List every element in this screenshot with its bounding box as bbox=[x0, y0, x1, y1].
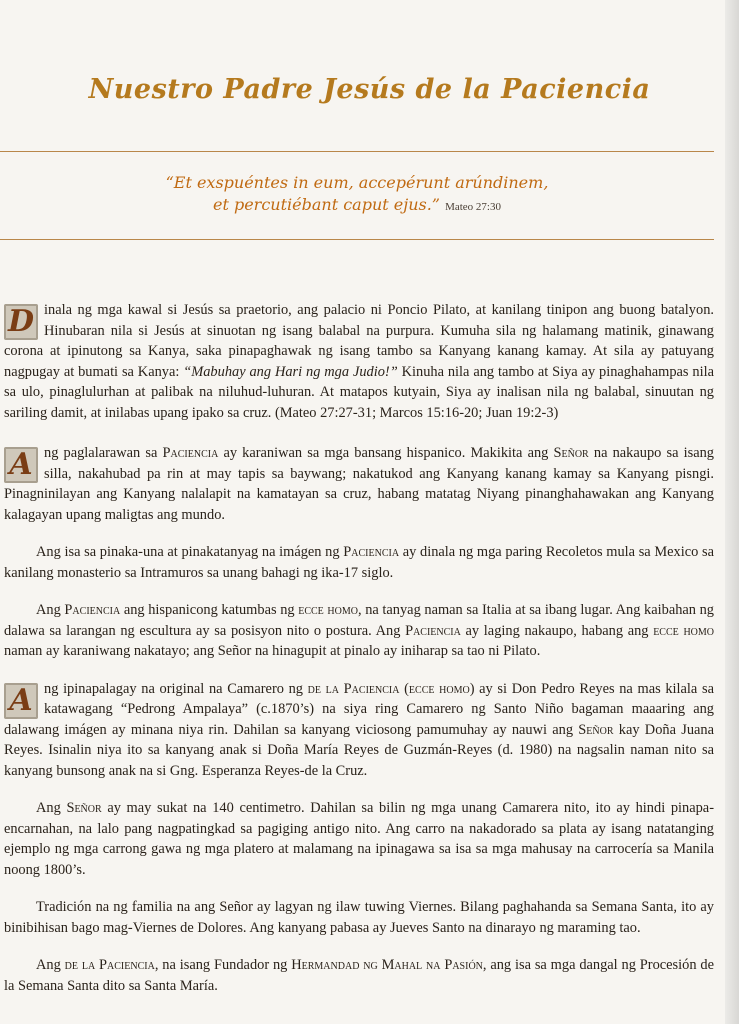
paragraph-4-part: ay laging nakaupo, habang ang bbox=[460, 622, 654, 639]
paragraph-3-part: ay dinala ng mga paring Recoletos mula sa Mexico sa kanilang monasterio sa Intramuros sa unang bahagi ng ika-17 siglo. bbox=[4, 544, 715, 581]
paragraph-6 bbox=[4, 798, 714, 880]
top-divider bbox=[0, 151, 714, 152]
dropcap-d: D bbox=[4, 304, 38, 340]
paragraph-4-smallcaps: Paciencia bbox=[64, 602, 121, 618]
paragraph-4-part: naman ay karaniwang nakatayo; ang Señor na hinagupit at pinalo ay iniharap sa tao ni Pilato. bbox=[4, 643, 541, 659]
paragraph-4-part: , na tanyag naman sa Italia at sa ibang lugar. Ang kaibahan ng dalawa sa larangan ng escultura ay sa posisyon nito o postura. Ang bbox=[4, 602, 714, 639]
paragraph-2-part: ng paglalarawan sa bbox=[44, 445, 163, 461]
page-title: Nuestro Padre Jesús de la Paciencia bbox=[88, 74, 651, 105]
paragraph-2-part: na nakaupo sa isang silla, nakahubad pa rin at may tapis sa baywang; nakatukod ang Kanyang kanang kamay sa Kanyang pisngi. Pinagninilayan ang Kanyang nalalapit na kamatayan sa cruz, habang matatag Niyang pinanghahawakan ang Kanyang kalagayan upang maligtas ang mundo. bbox=[4, 445, 715, 523]
paragraph-5-part: ng ipinapalagay na original na Camarero ng bbox=[44, 680, 308, 697]
paragraph-4 bbox=[4, 600, 714, 662]
epigraph-line-2-text: et percutiébant caput ejus.” bbox=[212, 195, 440, 214]
paragraph-8 bbox=[4, 955, 714, 996]
paragraph-7-text: Tradición na ng familia na ang Señor ay lagyan ng ilaw tuwing Viernes. Bilang paghahanda sa Semana Santa, ito ay binibihisan bago mag-Viernes de Dolores. Ang kanyang pabasa ay Jueves Santo na dinarayo ng maraming tao. bbox=[4, 899, 714, 936]
paragraph-8-part: , na isang Fundador ng bbox=[154, 957, 292, 973]
paragraph-1 bbox=[4, 300, 714, 423]
paragraph-1-text-after: Kinuha nila ang tambo at Siya ay pinaghahampas nila sa ulo, pinaglulurhan at palibak na niluhud-luhuran. At matapos kutyain, Siya ay inalisan nila ng balabal, sinuutan ng sariling damit, at inilabas upang ipako sa cruz. (Mateo 27:27-31; Marcos 15:16-20; Juan 19:2-3) bbox=[4, 363, 714, 421]
page-edge-shadow bbox=[725, 0, 739, 1024]
paragraph-3 bbox=[4, 542, 714, 583]
bottom-divider bbox=[0, 239, 714, 240]
paragraph-4-smallcaps: ecce homo bbox=[298, 602, 358, 618]
paragraph-5-part: kay Doña Juana Reyes. Isinalin niya ito sa kanyang anak si Doña María Reyes de Guzmán-Reyes (d. 1980) na nagsalin naman nito sa kanyang bunsong anak na si Gng. Esperanza Reyes-de la Cruz. bbox=[4, 721, 714, 779]
paragraph-2-smallcaps: Señor bbox=[553, 445, 589, 461]
paragraph-5 bbox=[4, 679, 714, 782]
dropcap-a: A bbox=[4, 447, 38, 483]
paragraph-4-part: Ang bbox=[36, 602, 65, 618]
epigraph bbox=[0, 172, 714, 218]
paragraph-8-part: , ang isa sa mga dangal ng Procesión de la Semana Santa dito sa Santa María. bbox=[4, 957, 714, 994]
paragraph-7 bbox=[4, 897, 714, 938]
paragraph-4-smallcaps: ecce homo bbox=[653, 622, 714, 639]
paragraph-6-part: Ang bbox=[36, 800, 67, 816]
paragraph-5-smallcaps: Señor bbox=[578, 721, 614, 738]
paragraph-8-smallcaps: Hermandad ng Mahal na Pasión bbox=[291, 957, 483, 973]
paragraph-5-smallcaps: de la Paciencia (ecce homo) bbox=[307, 680, 475, 697]
paragraph-4-part: ang hispanicong katumbas ng bbox=[120, 602, 299, 618]
dropcap-a-2: A bbox=[4, 683, 38, 719]
paragraph-2-smallcaps: Paciencia bbox=[162, 445, 219, 461]
epigraph-reference: Mateo 27:30 bbox=[445, 201, 501, 213]
paragraph-5-part: ay si Don Pedro Reyes na mas kilala sa katawagang “Pedrong Ampalaya” (c.1870’s) na siya ring Camarero ng Santo Niño bagaman maaaring ang dalawang imágen ay minana niya rin. Dahilan sa kanyang viciosong pamumuhay ay nauwi ang bbox=[4, 680, 714, 738]
paragraph-6-smallcaps: Señor bbox=[66, 800, 102, 816]
epigraph-line-2 bbox=[0, 194, 714, 218]
article-body bbox=[4, 300, 714, 1013]
paragraph-1-quote: “Mabuhay ang Hari ng mga Judio!” bbox=[183, 363, 398, 380]
paragraph-2 bbox=[4, 443, 714, 525]
paragraph-8-part: Ang bbox=[36, 957, 65, 973]
paragraph-2-part: ay karaniwan sa mga bansang hispanico. Makikita ang bbox=[218, 445, 554, 461]
paragraph-1-text: inala ng mga kawal si Jesús sa praetorio, ang palacio ni Poncio Pilato, at kanilang tinipon ang buong batalyon. Hinubaran nila si Jesús at sinuotan ng isang balabal na purpura. Kumuha sila ng halamang matinik, ginawang corona at ipinutong sa Kanya, saka pinapaghawak ng isang tambo sa Kanyang kanang kamay. At sila ay patuyang nagpugay at bumati sa Kanya: bbox=[4, 302, 714, 380]
epigraph-line-1: “Et exspuéntes in eum, accepérunt arúndinem, bbox=[165, 173, 549, 192]
paragraph-3-part: Ang isa sa pinaka-una at pinakatanyag na imágen ng bbox=[36, 544, 344, 560]
paragraph-6-part: ay may sukat na 140 centimetro. Dahilan sa bilin ng mga unang Camarera nito, ito ay hindi pinapa-encarnahan, na lalo pang nagpatingkad sa pagiging antigo nito. Ang carro na nakadorado sa plata ay isang natatanging ejemplo ng mga carrong gawa ng mga platero at malamang na ipinagawa sa isa sa mga mahusay na carrocería sa Manila noong 1800’s. bbox=[4, 800, 714, 878]
paragraph-3-smallcaps: Paciencia bbox=[343, 544, 400, 560]
paragraph-4-smallcaps: Paciencia bbox=[405, 622, 461, 639]
paragraph-8-smallcaps: de la Paciencia bbox=[64, 957, 155, 973]
